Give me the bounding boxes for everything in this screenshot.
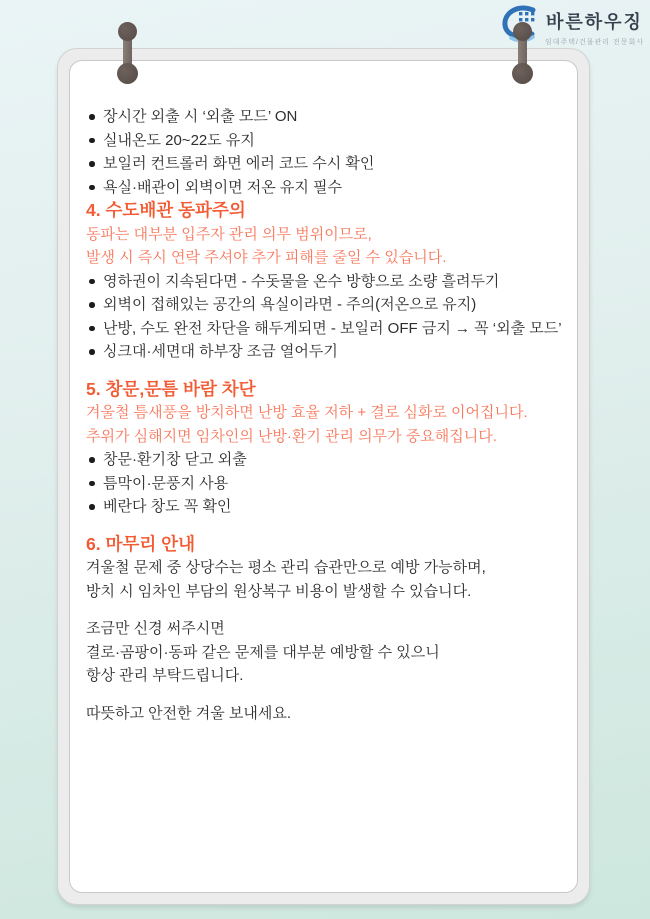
- section-intro-line: 겨울철 틈새풍을 방치하면 난방 효율 저하 + 결로 심화로 이어집니다.: [86, 404, 528, 421]
- pin-head: [512, 63, 533, 84]
- pin-head: [117, 63, 138, 84]
- section-bullet-list: [86, 448, 553, 519]
- bullet-item: 장시간 외출 시 ‘외출 모드’ ON: [86, 105, 553, 129]
- bullet-item: 싱크대·세면대 하부장 조금 열어두기: [86, 340, 553, 364]
- section-heading: 4. 수도배관 동파주의: [86, 200, 246, 220]
- section-intro-line: 겨울철 문제 중 상당수는 평소 관리 습관만으로 예방 가능하며,: [86, 559, 486, 576]
- farewell-line: 따뜻하고 안전한 겨울 보내세요.: [86, 704, 292, 722]
- binder-pin-right-icon: [518, 22, 527, 84]
- bullet-item: 창문·환기창 닫고 외출: [86, 448, 553, 472]
- notice-card-paper: [69, 60, 578, 893]
- bullet-item: 외벽이 접해있는 공간의 욕실이라면 - 주의(저온으로 유지): [86, 293, 553, 317]
- farewell-paragraph: [86, 702, 553, 726]
- closing-line: 결로·곰팡이·동파 같은 문제를 대부분 예방할 수 있으니: [86, 643, 440, 661]
- logo-name: 바른하우징: [546, 12, 643, 32]
- pin-head: [118, 22, 137, 41]
- pin-head: [513, 22, 532, 41]
- section-pipe-freeze: [86, 199, 562, 364]
- notice-card: [57, 48, 590, 905]
- bullet-item: 틈막이·문풍지 사용: [86, 472, 553, 496]
- logo-tagline: 임대주택/건물관리 전문회사: [544, 39, 644, 46]
- section-final-notice: [86, 533, 553, 604]
- bullet-item: 영하권이 지속된다면 - 수돗물을 온수 방향으로 소량 흘려두기: [86, 270, 553, 294]
- opening-bullet-list: [86, 105, 553, 199]
- bullet-item: 욕실·배관이 외벽이면 저온 유지 필수: [86, 176, 553, 200]
- closing-line: 항상 관리 부탁드립니다.: [86, 667, 244, 684]
- section-bullet-list: [86, 270, 562, 364]
- section-intro-line: 발생 시 즉시 연락 주셔야 추가 피해를 줄일 수 있습니다.: [86, 249, 447, 266]
- closing-line: 조금만 신경 써주시면: [86, 620, 225, 637]
- bullet-item: 난방, 수도 완전 차단을 해두게되면 - 보일러 OFF 금지 → 꼭 ‘외출 모드’: [86, 317, 553, 341]
- notice-content: [70, 61, 577, 725]
- section-heading: 6. 마무리 안내: [86, 533, 196, 554]
- bullet-item: 베란다 창도 꼭 확인: [86, 495, 553, 519]
- section-draft-block: [86, 378, 553, 519]
- section-intro-line: 동파는 대부분 입주자 관리 의무 범위이므로,: [86, 225, 372, 243]
- bullet-item: 보일러 컨트롤러 화면 에러 코드 수시 확인: [86, 152, 553, 176]
- section-intro-line: 방치 시 임차인 부담의 원상복구 비용이 발생할 수 있습니다.: [86, 582, 472, 600]
- binder-pin-left-icon: [123, 22, 132, 84]
- bullet-item: 실내온도 20~22도 유지: [86, 129, 553, 153]
- closing-paragraph: [86, 617, 553, 688]
- section-intro-line: 추위가 심해지면 임차인의 난방·환기 관리 의무가 중요해집니다.: [86, 427, 497, 445]
- section-heading: 5. 창문,문틈 바람 차단: [86, 378, 256, 399]
